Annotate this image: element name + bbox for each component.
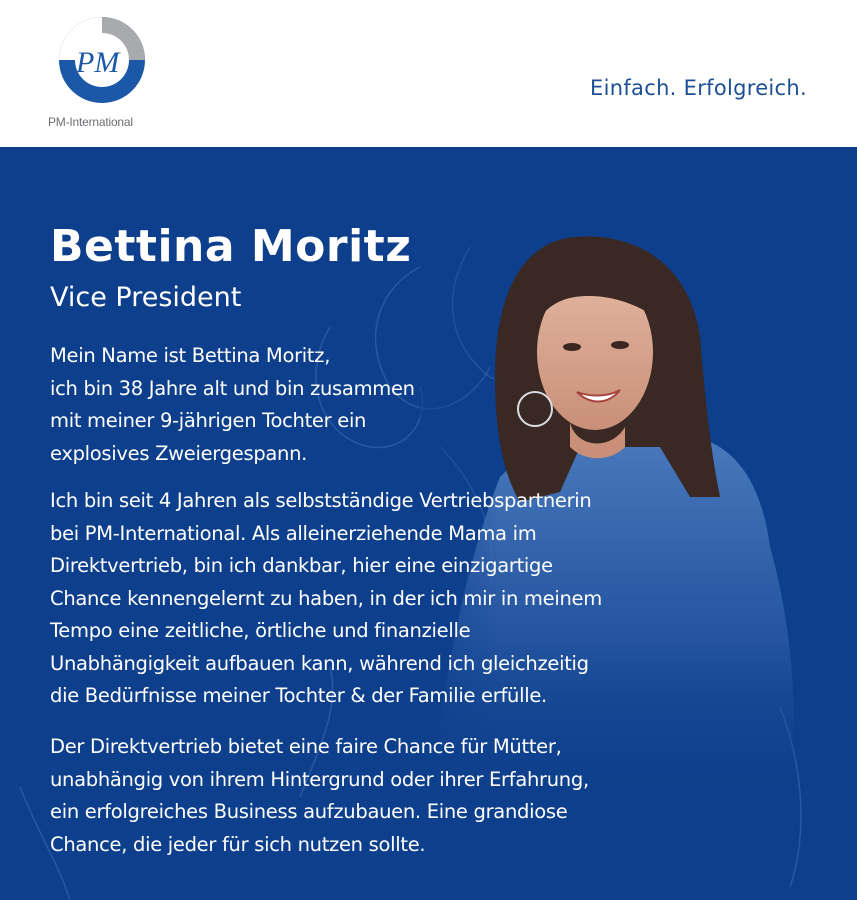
person-role: Vice President [50,282,242,313]
intro-paragraph: Mein Name ist Bettina Moritz, ich bin 38 Jahre alt und bin zusammen mit meiner 9-jährigen Tochter ein explosives Zweiergespann. [50,344,415,465]
pm-logo-mark-icon [56,14,148,106]
logo-caption: PM-International [48,115,133,129]
tagline: Einfach. Erfolgreich. [590,76,807,100]
page-header [0,0,857,147]
person-name: Bettina Moritz [50,221,412,272]
pm-international-logo[interactable] [48,14,158,134]
opportunity-paragraph: Der Direktvertrieb bietet eine faire Chance für Mütter, unabhängig von ihrem Hintergrund oder ihrer Erfahrung, ein erfolgreiches Business aufzubauen. Eine grandiose Chance, die jeder für sich nutzen sollte. [50,735,589,856]
career-paragraph: Ich bin seit 4 Jahren als selbstständige Vertriebspartnerin bei PM-International. Als alleinerziehende Mama im Direktvertrieb, bin ich dankbar, hier eine einzigartige Chance kennengelernt zu haben, in der ich mir in meinem Tempo eine zeitliche, örtliche und finanzielle Unabhängigkeit aufbauen kann, während ich gleichzeitig die Bedürfnisse meiner Tochter & der Familie erfülle. [50,489,602,707]
logo-monogram: PM [76,46,120,79]
profile-panel [0,147,857,900]
